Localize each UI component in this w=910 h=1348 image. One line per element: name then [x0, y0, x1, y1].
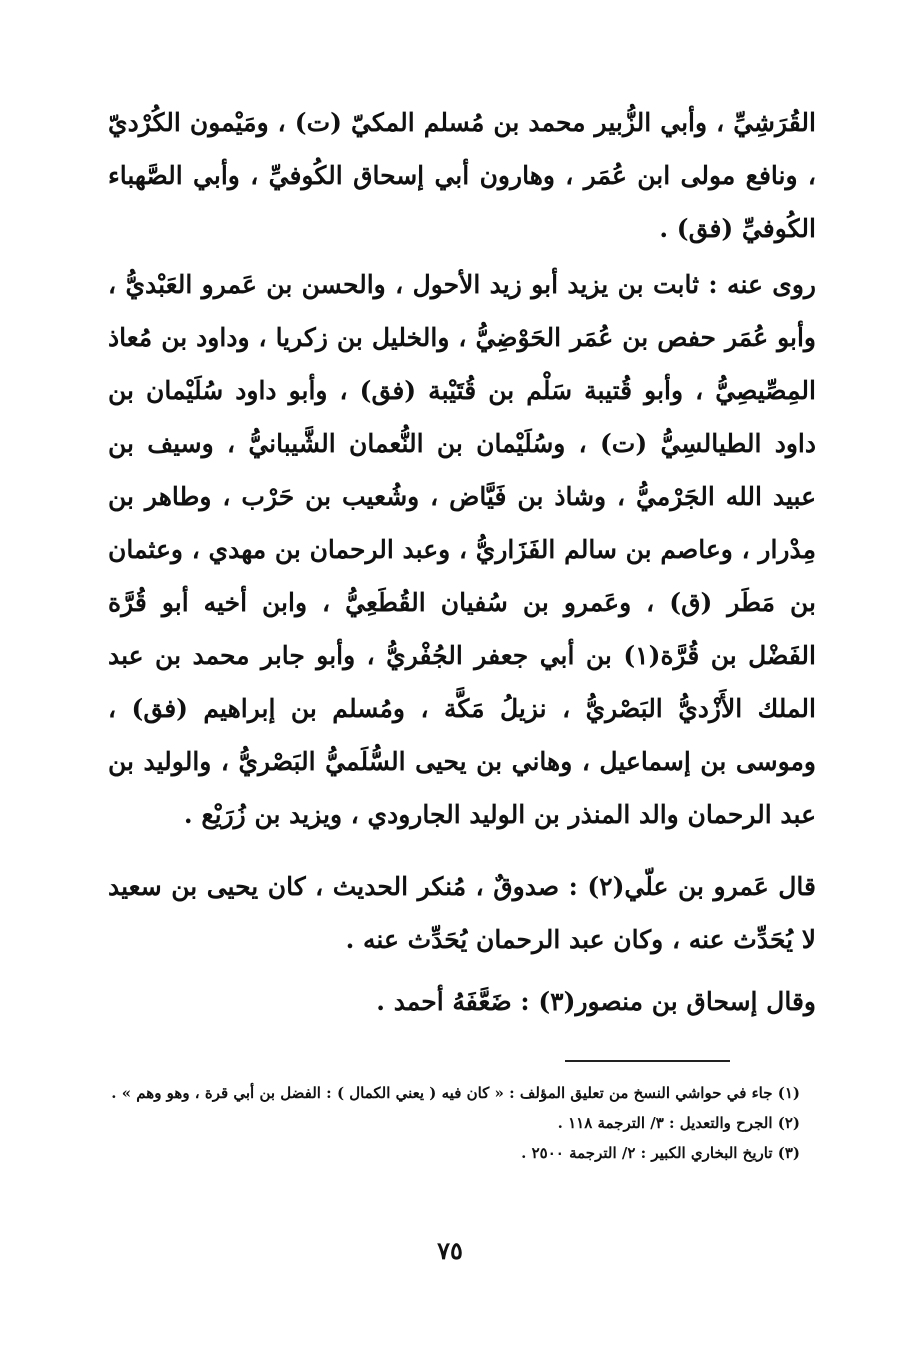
- paragraph-amr-opinion: قال عَمرو بن علّي(٢) : صدوقٌ ، مُنكر الحديث ، كان يحيى بن سعيد لا يُحَدِّث عنه ، وكان عبد الرحمان يُحَدِّث عنه .: [108, 872, 816, 954]
- footnote-1: (١) جاء في حواشي النسخ من تعليق المؤلف : « كان فيه ( يعني الكمال ) : الفضل بن أبي قرة ، وهو وهم » .: [111, 1084, 800, 1102]
- footnote-2: (٢) الجرح والتعديل : ٣/ الترجمة ١١٨ .: [557, 1114, 800, 1132]
- footnotes: [84, 1078, 800, 1168]
- footnote-separator: [565, 1060, 730, 1062]
- paragraph-teachers-continued: القُرَشِيِّ ، وأبي الزُّبير محمد بن مُسلم المكيّ (ت) ، ومَيْمون الكُرْديّ ، ونافع مولى ابن عُمَر ، وهارون أبي إسحاق الكُوفيِّ ، وأبي الصَّهباء الكُوفيِّ (فق) .: [108, 108, 816, 243]
- paragraph-narrators: روى عنه : ثابت بن يزيد أبو زيد الأحول ، والحسن بن عَمرو العَبْديُّ ، وأبو عُمَر حفص بن عُمَر الحَوْضِيُّ ، والخليل بن زكريا ، وداود بن مُعاذ المِصِّيصِيُّ ، وأبو قُتيبة سَلْم بن قُتَيْبة (فق) ، وأبو داود سُلَيْمان بن داود الطيالسِيُّ (ت) ، وسُلَيْمان بن النُّعمان الشَّيبانيُّ ، وسيف بن عبيد الله الجَرْميُّ ، وشاذ بن فَيَّاض ، وشُعيب بن حَرْب ، وطاهر بن مِدْرار ، وعاصم بن سالم الفَزَاريُّ ، وعبد الرحمان بن مهدي ، وعثمان بن مَطَر (ق) ، وعَمرو بن سُفيان القُطَعِيُّ ، وابن أخيه أبو قُرَّة الفَضْل بن قُرَّة(١) بن أبي جعفر الجُفْريُّ ، وأبو جابر محمد بن عبد الملك الأَزْديُّ البَصْريُّ ، نزيلُ مَكَّة ، ومُسلم بن إبراهيم (فق) ، وموسى بن إسماعيل ، وهاني بن يحيى السُّلَميُّ البَصْريُّ ، والوليد بن عبد الرحمان والد المنذر بن الوليد الجارودي ، ويزيد بن زُرَيْع .: [108, 270, 816, 829]
- paragraph-ishaq-opinion: وقال إسحاق بن منصور(٣) : ضَعَّفَهُ أحمد .: [376, 987, 816, 1016]
- footnote-3: (٣) تاريخ البخاري الكبير : ٢/ الترجمة ٢٥٠٠ .: [521, 1144, 800, 1162]
- page-number: ٧٥: [437, 1236, 463, 1265]
